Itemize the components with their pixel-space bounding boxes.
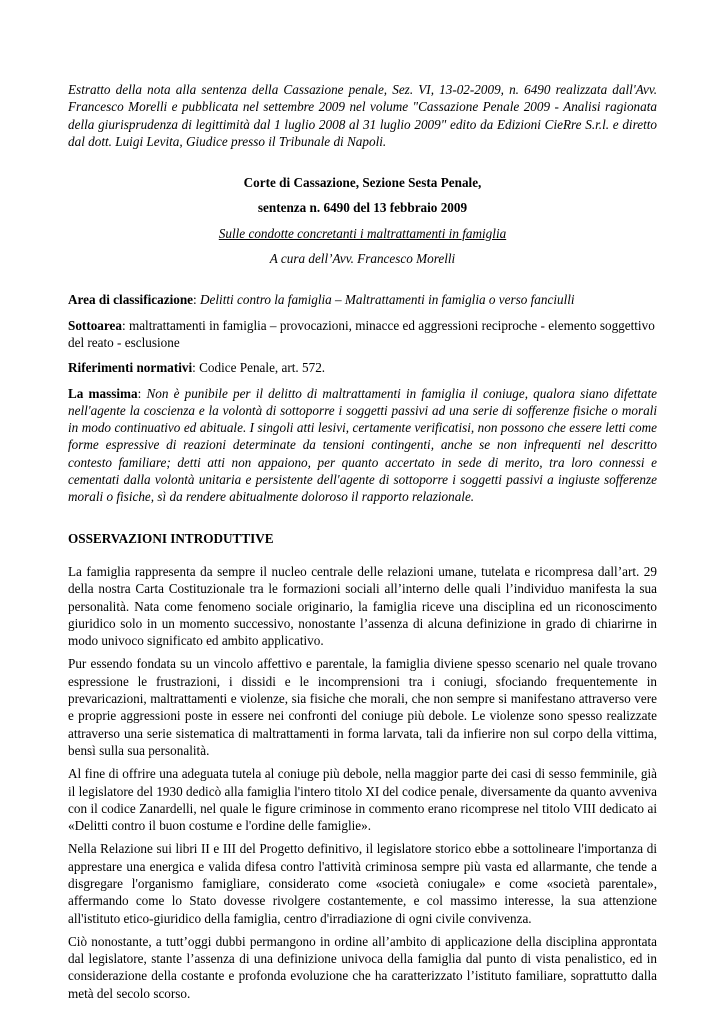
document-subtitle: Sulle condotte concretanti i maltrattamenti in famiglia: [218, 225, 507, 241]
classification-area: Area di classificazione: Delitti contro la famiglia – Maltrattamenti in famiglia o verso fanciulli: [68, 292, 575, 308]
subarea-value: maltrattamenti in famiglia – provocazioni, minacce ed aggressioni reciproche - elemento soggettivo del reato - esclusione: [68, 317, 655, 350]
author-line: A cura dell’Avv. Francesco Morelli: [269, 251, 456, 267]
classification-area-value: Delitti contro la famiglia – Maltrattamenti in famiglia o verso fanciulli: [200, 292, 575, 308]
normative-references: Riferimenti normativi: Codice Penale, art. 572.: [68, 360, 326, 376]
subarea-label: Sottoarea: [68, 317, 122, 333]
body-paragraph: Nella Relazione sui libri II e III del Progetto definitivo, il legislatore storico ebbe a sottolineare l'importanza di apprestare una energica e valida difesa contro l'attività criminosa sempre più vasta ed allarmante, che tende a disgregare l'organismo famigliare, considerato come «società coniugale» e come «società parentale», affermando come lo Stato dovesse rivolgere costantemente, e col massimo interesse, la sua attenzione all'istituto etico-giuridico della famiglia, centro d'irradiazione di ogni civile convivenza.: [68, 841, 657, 926]
sentence-title: sentenza n. 6490 del 13 febbraio 2009: [257, 200, 468, 216]
normative-references-label: Riferimenti normativi: [68, 360, 193, 376]
maxim-text: Non è punibile per il delitto di maltrattamenti in famiglia il coniuge, qualora siano difettate nell'agente la coscienza e la volontà di sottoporre i soggetti passivi ad una serie di sofferenze fisiche o morali in modo continuativo ed abituale. I singoli atti lesivi, certamente verificatisi, non possono che essere letti come forme espressive di reazioni determinate da tensioni contingenti, anche se non infrequenti nel descritto contesto familiare; detti atti non appaiono, per quanto accertato in sede di merito, tra loro connessi e cementati dalla volontà unitaria e persistente dell'agente di sottoporre i soggetti passivi a ingiuste sofferenze morali o fisiche, sì da rendere abitualmente doloroso il rapporto relazionale.: [68, 385, 658, 505]
maxim: La massima: Non è punibile per il delitto di maltrattamenti in famiglia il coniuge, qualora siano difettate nell'agente la coscienza e la volontà di sottoporre i soggetti passivi ad una serie di sofferenze fisiche o morali in modo continuativo ed abituale. I singoli atti lesivi, certamente verificatisi, non possono che essere letti come forme espressive di reazioni determinate da tensioni contingenti, anche se non infrequenti nel descritto contesto familiare; detti atti non appaiono, per quanto accertato in sede di merito, tra loro connessi e cementati dalla volontà unitaria e persistente dell'agente di sottoporre i soggetti passivi a ingiuste sofferenze morali o fisiche, sì da rendere abitualmente doloroso il rapporto relazionale.: [68, 385, 658, 505]
body-paragraph: La famiglia rappresenta da sempre il nucleo centrale delle relazioni umane, tutelata e ricompresa dall’art. 29 della nostra Carta Costituzionale tra le formazioni sociali all’interno delle quali l’individuo manifesta la sua personalità. Nata come fenomeno sociale originario, la famiglia riceve una disciplina ed un riconoscimento giuridico solo in un momento successivo, nonostante l’assenza di alcuna definizione in grado di chiarirne in modo univoco significato ed ambito applicativo.: [68, 563, 657, 649]
intro-note: Estratto della nota alla sentenza della Cassazione penale, Sez. VI, 13-02-2009, n. 6490 realizzata dall'Avv. Francesco Morelli e pubblicata nel settembre 2009 nel volume "Cassazione Penale 2009 - Analisi ragionata della giurisprudenza di legittimità dal 1 luglio 2008 al 31 luglio 2009" edito da Edizioni CieRre S.r.l. e diretto dal dott. Luigi Levita, Giudice presso il Tribunale di Napoli.: [68, 82, 657, 149]
section-heading: OSSERVAZIONI INTRODUTTIVE: [68, 530, 274, 546]
body-paragraph: Ciò nonostante, a tutt’oggi dubbi permangono in ordine all’ambito di applicazione della disciplina approntata dal legislatore, stante l’assenza di una definizione univoca della famiglia dal punto di vista penalistico, ed in considerazione della costante e profonda evoluzione che ha caratterizzato l’istituto familiare, soprattutto dalla metà del secolo scorso.: [68, 933, 657, 1001]
classification-area-label: Area di classificazione: [68, 292, 194, 308]
body-paragraph: Pur essendo fondata su un vincolo affettivo e parentale, la famiglia diviene spesso scenario nel quale trovano espressione le frustrazioni, i dissidi e le incomprensioni tra i coniugi, sfociando frequentemente in prevaricazioni, maltrattamenti e violenze, sia fisiche che morali, che non sempre si manifestano attraverso vere e proprie aggressioni poste in essere nei confronti del coniuge più debole. Le violenze sono spesso realizzate attraverso una serie sistematica di maltrattamenti in forma larvata, tali da infierire non sul corpo della vittima, bensì sulla sua personalità.: [68, 656, 657, 758]
document-page: [68, 81, 657, 1002]
court-title: Corte di Cassazione, Sezione Sesta Penale,: [243, 175, 482, 191]
body-paragraph: Al fine di offrire una adeguata tutela al coniuge più debole, nella maggior parte dei casi di sesso femminile, già il legislatore del 1930 dedicò alla famiglia l'intero titolo XI del codice penale, diversamente da quanto avveniva con il codice Zanardelli, nel quale le figure criminose in commento erano ricomprese nel titolo VIII dedicato ai «Delitti contro il buon costume e l'ordine delle famiglie».: [68, 766, 657, 834]
maxim-label: La massima: [68, 385, 138, 401]
normative-references-value: Codice Penale, art. 572.: [199, 360, 326, 376]
subarea: Sottoarea: maltrattamenti in famiglia – provocazioni, minacce ed aggressioni reciproche - elemento soggettivo del reato - esclusione: [68, 317, 655, 350]
